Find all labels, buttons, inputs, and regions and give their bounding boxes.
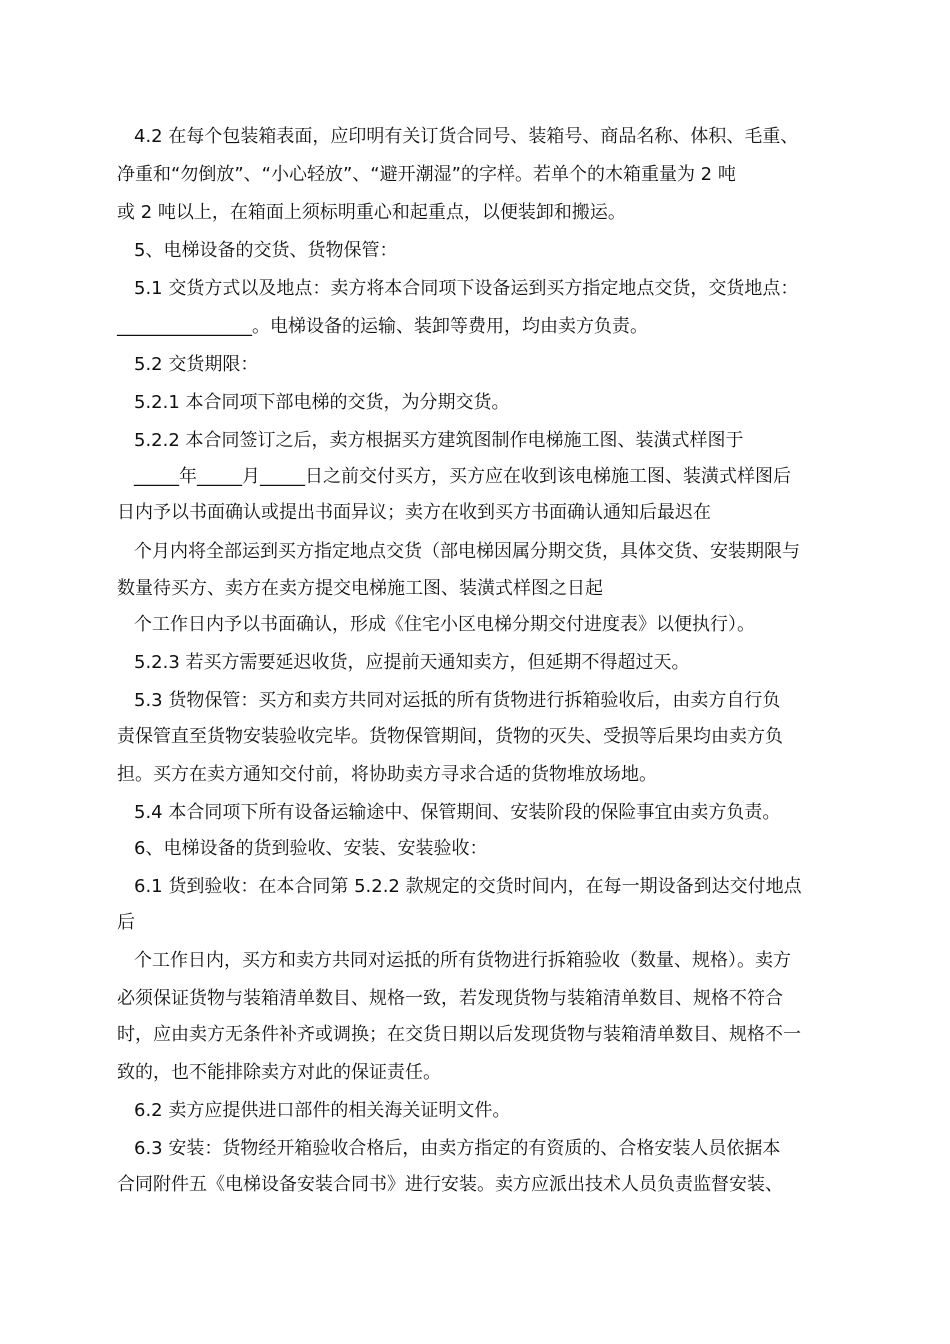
text-line: 时，应由卖方无条件补齐或调换；在交货日期以后发现货物与装箱清单数目、规格不一 xyxy=(117,1024,801,1045)
text-line: 5.1 交货方式以及地点：卖方将本合同项下设备运到买方指定地点交货，交货地点： xyxy=(134,278,799,299)
text-line: 6.1 货到验收：在本合同第 5.2.2 款规定的交货时间内，在每一期设备到达交付地点 xyxy=(134,876,802,897)
text-line: _______________。电梯设备的运输、装卸等费用，均由卖方负责。 xyxy=(117,316,648,337)
text-line: 个工作日内，买方和卖方共同对运抵的所有货物进行拆箱验收（数量、规格）。卖方 xyxy=(134,950,791,971)
text-line: 致的，也不能排除卖方对此的保证责任。 xyxy=(117,1062,441,1083)
text-line: _____年_____月_____日之前交付买方，买方应在收到该电梯施工图、装潢式样图后 xyxy=(134,466,791,487)
text-line: 5.2.3 若买方需要延迟收货，应提前天通知卖方，但延期不得超过天。 xyxy=(134,652,690,673)
text-line: 5.2 交货期限： xyxy=(134,354,259,375)
text-line: 日内予以书面确认或提出书面异议；卖方在收到买方书面确认通知后最迟在 xyxy=(117,502,711,523)
text-line: 担。买方在卖方通知交付前，将协助卖方寻求合适的货物堆放场地。 xyxy=(117,764,657,785)
text-line: 个工作日内予以书面确认，形成《住宅小区电梯分期交付进度表》以便执行）。 xyxy=(134,614,755,635)
text-line: 5.3 货物保管：买方和卖方共同对运抵的所有货物进行拆箱验收后，由卖方自行负 xyxy=(134,690,781,711)
text-line: 4.2 在每个包装箱表面，应印明有关订货合同号、装箱号、商品名称、体积、毛重、 xyxy=(134,126,799,147)
text-line: 5.2.2 本合同签订之后，卖方根据买方建筑图制作电梯施工图、装潢式样图于 xyxy=(134,430,744,451)
text-line: 合同附件五《电梯设备安装合同书》进行安装。卖方应派出技术人员负责监督安装、 xyxy=(117,1174,783,1195)
text-line: 6.3 安装：货物经开箱验收合格后，由卖方指定的有资质的、合格安装人员依据本 xyxy=(134,1138,781,1159)
text-line: 数量待买方、卖方在卖方提交电梯施工图、装潢式样图之日起 xyxy=(117,578,603,599)
text-line: 必须保证货物与装箱清单数目、规格一致，若发现货物与装箱清单数目、规格不符合 xyxy=(117,988,783,1009)
text-line: 5.2.1 本合同项下部电梯的交货，为分期交货。 xyxy=(134,392,510,413)
section-heading: 6、电梯设备的货到验收、安装、安装验收： xyxy=(134,838,488,859)
text-line: 个月内将全部运到买方指定地点交货（部电梯因属分期交货，具体交货、安装期限与 xyxy=(134,541,800,562)
text-line: 后 xyxy=(117,912,135,933)
text-line: 6.2 卖方应提供进口部件的相关海关证明文件。 xyxy=(134,1100,511,1121)
text-line: 或 2 吨以上，在箱面上须标明重心和起重点，以便装卸和搬运。 xyxy=(117,202,626,223)
text-line: 净重和“勿倒放”、“小心轻放”、“避开潮湿”的字样。若单个的木箱重量为 2 吨 xyxy=(117,164,736,185)
text-line: 责保管直至货物安装验收完毕。货物保管期间，货物的灭失、受损等后果均由卖方负 xyxy=(117,726,783,747)
section-heading: 5、电梯设备的交货、货物保管： xyxy=(134,240,398,261)
text-line: 5.4 本合同项下所有设备运输途中、保管期间、安装阶段的保险事宜由卖方负责。 xyxy=(134,802,781,823)
